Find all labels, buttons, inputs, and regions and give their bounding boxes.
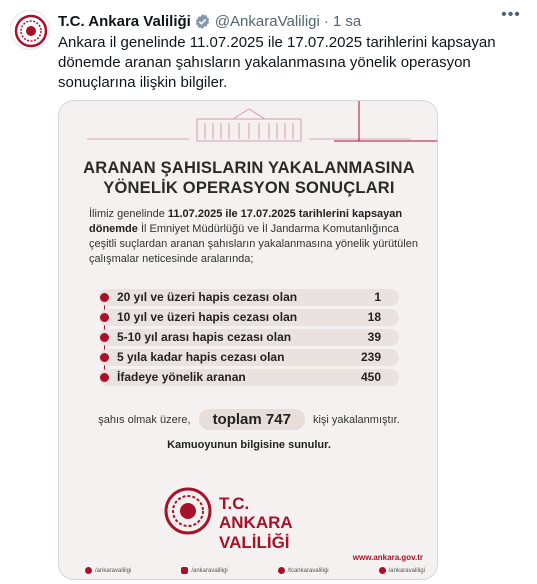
result-label: İfadeye yönelik aranan <box>117 370 246 384</box>
summary-line <box>59 409 438 430</box>
summary-pre: şahıs olmak üzere, <box>98 413 191 426</box>
result-row <box>99 329 399 346</box>
threads-link: /tcankaravaliligi <box>278 567 329 574</box>
result-row <box>99 309 399 326</box>
instagram-link: /ankaravaliligi <box>181 567 227 574</box>
logo-line2: ANKARA VALİLİĞİ <box>219 513 293 552</box>
facebook-link: /ankaravaliligi <box>85 567 131 574</box>
bullet-icon <box>100 313 109 322</box>
result-row <box>99 349 399 366</box>
bullet-icon <box>100 333 109 342</box>
poster-title-line1: ARANAN ŞAHISLARIN YAKALANMASINA <box>83 159 415 177</box>
result-label: 20 yıl ve üzeri hapis cezası olan <box>117 290 298 304</box>
result-label: 10 yıl ve üzeri hapis cezası olan <box>117 310 298 324</box>
tweet-text: Ankara il genelinde 11.07.2025 ile 17.07.2025 tarihlerini kapsayan dönemde aranan şahısların yakalanmasına yönelik operasyon sonuçlarına ilişkin bilgiler. <box>58 34 496 91</box>
summary-post: kişi yakalanmıştır. <box>312 413 400 426</box>
separator: · <box>323 12 329 30</box>
result-value: 18 <box>367 310 381 324</box>
website-link: www.ankara.gov.tr <box>352 553 423 562</box>
logo-line1: T.C. <box>219 494 250 513</box>
governorship-logo <box>163 486 363 552</box>
x-icon <box>379 567 386 574</box>
total-badge: toplam 747 <box>199 409 305 430</box>
results-list <box>99 289 399 389</box>
poster-title-line2: YÖNELİK OPERASYON SONUÇLARI <box>103 179 395 197</box>
building-illustration-icon <box>59 101 438 161</box>
result-value: 239 <box>360 350 381 364</box>
author-handle[interactable]: @AnkaraValiligi <box>214 12 320 30</box>
more-options-icon[interactable]: ••• <box>501 6 521 23</box>
facebook-icon <box>85 567 92 574</box>
tweet-image[interactable] <box>58 100 438 580</box>
verified-badge-icon <box>194 13 211 30</box>
bullet-icon <box>100 293 109 302</box>
seal-icon <box>11 11 50 50</box>
notice-text: Kamuoyunun bilgisine sunulur. <box>167 439 331 451</box>
tweet-header <box>58 11 361 31</box>
avatar[interactable] <box>10 10 50 50</box>
result-label: 5 yıla kadar hapis cezası olan <box>117 350 285 364</box>
x-link: /ankaravaliligi <box>379 567 425 574</box>
poster-paragraph: İlimiz genelinde 11.07.2025 ile 17.07.2025 tarihlerini kapsayan dönemde İl Emniyet Müdürlüğü ve İl Jandarma Komutanlığınca çeşitli suçlardan aranan şahısların yakalanmasına yönelik yürütülen çalışmalar neticesinde aralarında; <box>89 208 418 265</box>
bullet-icon <box>100 373 109 382</box>
bullet-icon <box>100 353 109 362</box>
emblem-icon <box>163 486 213 536</box>
result-row <box>99 369 399 386</box>
threads-icon <box>278 567 285 574</box>
social-links <box>85 567 425 574</box>
result-row <box>99 289 399 306</box>
result-label: 5-10 yıl arası hapis cezası olan <box>117 330 292 344</box>
result-value: 1 <box>374 290 381 304</box>
timestamp[interactable]: 1 sa <box>332 12 362 30</box>
author-name[interactable]: T.C. Ankara Valiliği <box>58 12 191 30</box>
result-value: 450 <box>360 370 381 384</box>
result-value: 39 <box>367 330 381 344</box>
instagram-icon <box>181 567 188 574</box>
